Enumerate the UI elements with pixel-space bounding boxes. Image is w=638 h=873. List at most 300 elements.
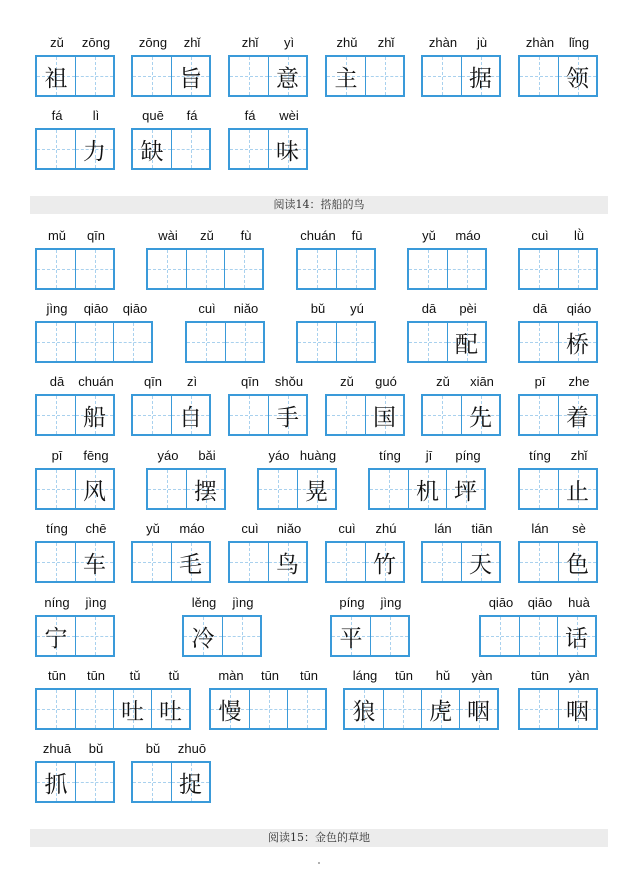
hanzi bbox=[76, 690, 113, 728]
blank-writing-cell[interactable] bbox=[133, 763, 171, 801]
hanzi: 先 bbox=[469, 404, 492, 431]
pinyin-label: yàn bbox=[568, 668, 590, 683]
pinyin-label: yáo bbox=[157, 448, 179, 463]
hanzi bbox=[520, 250, 558, 288]
hanzi bbox=[298, 323, 336, 361]
pinyin-label: quē bbox=[142, 108, 164, 123]
hanzi bbox=[371, 617, 408, 655]
character-cell bbox=[558, 470, 596, 508]
character-cell bbox=[171, 763, 209, 801]
pinyin-label: lěng bbox=[191, 595, 217, 610]
hanzi bbox=[223, 617, 260, 655]
tianzige-grid bbox=[518, 688, 598, 730]
hanzi bbox=[76, 763, 113, 801]
tianzige-grid bbox=[185, 321, 265, 363]
hanzi bbox=[259, 470, 297, 508]
character-cell bbox=[75, 396, 113, 434]
pinyin-label: píng bbox=[339, 595, 365, 610]
pinyin-label: zhǐ bbox=[377, 35, 395, 50]
hanzi bbox=[520, 323, 558, 361]
tianzige-grid bbox=[131, 761, 211, 803]
blank-writing-cell[interactable] bbox=[370, 470, 408, 508]
tianzige-grid bbox=[343, 688, 499, 730]
blank-writing-cell[interactable] bbox=[230, 130, 268, 168]
hanzi: 色 bbox=[566, 551, 589, 578]
pinyin-label: tǔ bbox=[168, 668, 180, 683]
pinyin-label: fá bbox=[244, 108, 256, 123]
hanzi: 吐 bbox=[159, 698, 182, 725]
blank-writing-cell[interactable] bbox=[75, 57, 113, 95]
blank-writing-cell[interactable] bbox=[37, 690, 75, 728]
blank-writing-cell[interactable] bbox=[259, 470, 297, 508]
hanzi: 竹 bbox=[373, 551, 396, 578]
blank-writing-cell[interactable] bbox=[327, 396, 365, 434]
pinyin-label: dā bbox=[421, 301, 437, 316]
pinyin-label: jìng bbox=[232, 595, 254, 610]
blank-writing-cell[interactable] bbox=[75, 323, 113, 361]
blank-writing-cell[interactable] bbox=[370, 617, 408, 655]
tianzige-grid bbox=[35, 615, 115, 657]
pinyin-label: bǔ bbox=[310, 301, 326, 316]
character-cell bbox=[558, 690, 596, 728]
hanzi bbox=[423, 396, 461, 434]
pinyin-label: jìng bbox=[85, 595, 107, 610]
pinyin-label: zǔ bbox=[436, 374, 450, 389]
pinyin-label: fá bbox=[186, 108, 198, 123]
pinyin-label: chuán bbox=[300, 228, 336, 243]
tianzige-grid bbox=[257, 468, 337, 510]
pinyin-label: tūn bbox=[530, 668, 550, 683]
blank-writing-cell[interactable] bbox=[249, 690, 287, 728]
character-cell bbox=[113, 690, 151, 728]
character-cell bbox=[151, 690, 189, 728]
character-cell bbox=[268, 396, 306, 434]
hanzi: 据 bbox=[469, 65, 492, 92]
hanzi: 毛 bbox=[179, 551, 202, 578]
pinyin-label: chē bbox=[85, 521, 107, 536]
blank-writing-cell[interactable] bbox=[298, 323, 336, 361]
tianzige-grid bbox=[35, 248, 115, 290]
hanzi bbox=[448, 250, 485, 288]
blank-writing-cell[interactable] bbox=[481, 617, 519, 655]
pinyin-label: qīn bbox=[240, 374, 260, 389]
pinyin-label: zhǐ bbox=[183, 35, 201, 50]
character-cell bbox=[461, 543, 499, 581]
pinyin-label: fù bbox=[240, 228, 252, 243]
pinyin-label: cuì bbox=[198, 301, 216, 316]
tianzige-grid bbox=[228, 128, 308, 170]
pinyin-label: tūn bbox=[86, 668, 106, 683]
pinyin-label: zhuā bbox=[42, 741, 72, 756]
hanzi bbox=[76, 57, 113, 95]
blank-writing-cell[interactable] bbox=[37, 470, 75, 508]
pinyin-label: yì bbox=[283, 35, 295, 50]
character-cell bbox=[365, 396, 403, 434]
blank-writing-cell[interactable] bbox=[75, 250, 113, 288]
blank-writing-cell[interactable] bbox=[365, 57, 403, 95]
character-cell bbox=[268, 57, 306, 95]
pinyin-label: tíng bbox=[46, 521, 68, 536]
character-cell bbox=[459, 690, 497, 728]
pinyin-label: cuì bbox=[338, 521, 356, 536]
pinyin-label: zhuō bbox=[177, 741, 207, 756]
blank-writing-cell[interactable] bbox=[37, 396, 75, 434]
pinyin-label: jìng bbox=[380, 595, 402, 610]
pinyin-label: zōng bbox=[81, 35, 111, 50]
pinyin-label: zhàn bbox=[428, 35, 458, 50]
pinyin-label: yú bbox=[350, 301, 364, 316]
tianzige-grid bbox=[325, 55, 405, 97]
character-cell bbox=[558, 57, 596, 95]
hanzi bbox=[133, 763, 171, 801]
blank-writing-cell[interactable] bbox=[520, 543, 558, 581]
hanzi: 船 bbox=[83, 404, 106, 431]
hanzi bbox=[481, 617, 519, 655]
pinyin-label: lǜ bbox=[573, 228, 585, 243]
hanzi bbox=[230, 130, 268, 168]
tianzige-grid bbox=[325, 394, 405, 436]
pinyin-label: zǔ bbox=[200, 228, 214, 243]
character-cell bbox=[332, 617, 370, 655]
blank-writing-cell[interactable] bbox=[37, 543, 75, 581]
character-cell bbox=[184, 617, 222, 655]
pinyin-label: lì bbox=[92, 108, 100, 123]
tianzige-grid bbox=[518, 248, 598, 290]
hanzi: 着 bbox=[566, 404, 589, 431]
pinyin-label: shǒu bbox=[274, 374, 304, 389]
hanzi bbox=[133, 543, 171, 581]
hanzi bbox=[230, 57, 268, 95]
pinyin-label: lǐng bbox=[568, 35, 590, 50]
hanzi bbox=[520, 690, 558, 728]
pinyin-label: máo bbox=[455, 228, 481, 243]
blank-writing-cell[interactable] bbox=[327, 543, 365, 581]
hanzi bbox=[76, 323, 113, 361]
pinyin-label: píng bbox=[455, 448, 481, 463]
tianzige-grid bbox=[518, 394, 598, 436]
hanzi: 力 bbox=[83, 138, 106, 165]
blank-writing-cell[interactable] bbox=[519, 617, 557, 655]
section-header: 阅读15：金色的草地 bbox=[30, 829, 608, 847]
pinyin-label: tiān bbox=[471, 521, 493, 536]
hanzi: 坪 bbox=[454, 478, 477, 505]
blank-writing-cell[interactable] bbox=[148, 470, 186, 508]
hanzi: 吐 bbox=[121, 698, 144, 725]
blank-writing-cell[interactable] bbox=[520, 690, 558, 728]
tianzige-grid bbox=[407, 321, 487, 363]
blank-writing-cell[interactable] bbox=[520, 470, 558, 508]
pinyin-label: zhǔ bbox=[336, 35, 358, 50]
blank-writing-cell[interactable] bbox=[298, 250, 336, 288]
character-cell bbox=[37, 617, 75, 655]
hanzi bbox=[187, 250, 224, 288]
pinyin-label: chuán bbox=[78, 374, 114, 389]
hanzi: 抓 bbox=[44, 771, 68, 798]
hanzi: 慢 bbox=[218, 698, 242, 725]
tianzige-grid bbox=[35, 394, 115, 436]
character-cell bbox=[447, 323, 485, 361]
blank-writing-cell[interactable] bbox=[171, 130, 209, 168]
blank-writing-cell[interactable] bbox=[520, 323, 558, 361]
hanzi bbox=[327, 543, 365, 581]
pinyin-label: lán bbox=[531, 521, 549, 536]
hanzi bbox=[133, 396, 171, 434]
blank-writing-cell[interactable] bbox=[336, 250, 374, 288]
pinyin-label: qīn bbox=[143, 374, 163, 389]
tianzige-grid bbox=[479, 615, 597, 657]
hanzi bbox=[520, 617, 557, 655]
pinyin-label: bǔ bbox=[145, 741, 161, 756]
tianzige-grid bbox=[407, 248, 487, 290]
pinyin-label: yàn bbox=[471, 668, 493, 683]
hanzi bbox=[327, 396, 365, 434]
blank-writing-cell[interactable] bbox=[230, 57, 268, 95]
hanzi bbox=[423, 543, 461, 581]
blank-writing-cell[interactable] bbox=[230, 543, 268, 581]
pinyin-label: fēng bbox=[83, 448, 109, 463]
blank-writing-cell[interactable] bbox=[133, 543, 171, 581]
blank-writing-cell[interactable] bbox=[37, 130, 75, 168]
blank-writing-cell[interactable] bbox=[133, 57, 171, 95]
tianzige-grid bbox=[368, 468, 486, 510]
blank-writing-cell[interactable] bbox=[75, 617, 113, 655]
hanzi bbox=[114, 323, 151, 361]
pinyin-label: mǔ bbox=[47, 228, 67, 243]
character-cell bbox=[37, 57, 75, 95]
tianzige-grid bbox=[146, 468, 226, 510]
hanzi bbox=[250, 690, 287, 728]
character-cell bbox=[557, 617, 595, 655]
blank-writing-cell[interactable] bbox=[423, 543, 461, 581]
pinyin-label: qīn bbox=[86, 228, 106, 243]
blank-writing-cell[interactable] bbox=[520, 57, 558, 95]
pinyin-label: yǔ bbox=[146, 521, 160, 536]
pinyin-label: yáo bbox=[268, 448, 290, 463]
hanzi bbox=[409, 323, 447, 361]
pinyin-label: jù bbox=[476, 35, 488, 50]
tianzige-grid bbox=[296, 321, 376, 363]
hanzi bbox=[520, 57, 558, 95]
hanzi bbox=[225, 250, 262, 288]
pinyin-label: qiāo bbox=[122, 301, 148, 316]
blank-writing-cell[interactable] bbox=[520, 396, 558, 434]
blank-writing-cell[interactable] bbox=[230, 396, 268, 434]
hanzi bbox=[37, 543, 75, 581]
blank-writing-cell[interactable] bbox=[113, 323, 151, 361]
character-cell bbox=[558, 543, 596, 581]
hanzi bbox=[37, 690, 75, 728]
pinyin-label: niǎo bbox=[233, 301, 259, 316]
pinyin-label: wài bbox=[158, 228, 178, 243]
hanzi: 宁 bbox=[44, 625, 68, 652]
pinyin-label: xiān bbox=[470, 374, 494, 389]
character-cell bbox=[408, 470, 446, 508]
character-cell bbox=[75, 470, 113, 508]
character-cell bbox=[171, 396, 209, 434]
page-mark bbox=[318, 862, 320, 864]
pinyin-label: zhàn bbox=[525, 35, 555, 50]
pinyin-label: qiāo bbox=[488, 595, 514, 610]
character-cell bbox=[461, 396, 499, 434]
blank-writing-cell[interactable] bbox=[423, 396, 461, 434]
blank-writing-cell[interactable] bbox=[224, 250, 262, 288]
blank-writing-cell[interactable] bbox=[75, 690, 113, 728]
pinyin-label: dā bbox=[532, 301, 548, 316]
tianzige-grid bbox=[35, 321, 153, 363]
hanzi bbox=[226, 323, 263, 361]
hanzi bbox=[76, 617, 113, 655]
pinyin-label: zhe bbox=[568, 374, 590, 389]
tianzige-grid bbox=[421, 394, 501, 436]
hanzi: 咽 bbox=[566, 698, 589, 725]
hanzi bbox=[37, 396, 75, 434]
pinyin-label: cuì bbox=[531, 228, 549, 243]
tianzige-grid bbox=[35, 541, 115, 583]
character-cell bbox=[558, 396, 596, 434]
pinyin-label: tūn bbox=[394, 668, 414, 683]
hanzi: 话 bbox=[565, 625, 588, 652]
pinyin-label: máo bbox=[179, 521, 205, 536]
blank-writing-cell[interactable] bbox=[336, 323, 374, 361]
pinyin-label: zì bbox=[186, 374, 198, 389]
blank-writing-cell[interactable] bbox=[222, 617, 260, 655]
pinyin-label: tǔ bbox=[129, 668, 141, 683]
pinyin-label: fū bbox=[351, 228, 363, 243]
tianzige-grid bbox=[131, 394, 211, 436]
hanzi: 领 bbox=[566, 65, 589, 92]
hanzi: 手 bbox=[276, 404, 299, 431]
pinyin-label: tūn bbox=[47, 668, 67, 683]
hanzi: 平 bbox=[339, 625, 363, 652]
pinyin-label: tūn bbox=[299, 668, 319, 683]
pinyin-label: hǔ bbox=[435, 668, 451, 683]
pinyin-label: yǔ bbox=[422, 228, 436, 243]
hanzi bbox=[230, 543, 268, 581]
pinyin-label: zhǐ bbox=[241, 35, 259, 50]
character-cell bbox=[421, 690, 459, 728]
hanzi bbox=[37, 323, 75, 361]
hanzi bbox=[423, 57, 461, 95]
character-cell bbox=[171, 57, 209, 95]
pinyin-label: bǔ bbox=[88, 741, 104, 756]
pinyin-label: zhǐ bbox=[570, 448, 588, 463]
tianzige-grid bbox=[35, 468, 115, 510]
blank-writing-cell[interactable] bbox=[520, 250, 558, 288]
hanzi bbox=[409, 250, 447, 288]
tianzige-grid bbox=[182, 615, 262, 657]
blank-writing-cell[interactable] bbox=[75, 763, 113, 801]
blank-writing-cell[interactable] bbox=[225, 323, 263, 361]
tianzige-grid bbox=[421, 55, 501, 97]
tianzige-grid bbox=[228, 394, 308, 436]
hanzi bbox=[384, 690, 421, 728]
pinyin-label: níng bbox=[44, 595, 70, 610]
character-cell bbox=[345, 690, 383, 728]
pinyin-label: màn bbox=[218, 668, 244, 683]
pinyin-label: tíng bbox=[379, 448, 401, 463]
character-cell bbox=[268, 130, 306, 168]
pinyin-label: tíng bbox=[529, 448, 551, 463]
hanzi: 车 bbox=[83, 551, 106, 578]
hanzi bbox=[520, 543, 558, 581]
character-cell bbox=[133, 130, 171, 168]
character-cell bbox=[365, 543, 403, 581]
blank-writing-cell[interactable] bbox=[447, 250, 485, 288]
character-cell bbox=[171, 543, 209, 581]
blank-writing-cell[interactable] bbox=[186, 250, 224, 288]
character-cell bbox=[297, 470, 335, 508]
pinyin-label: wèi bbox=[279, 108, 299, 123]
blank-writing-cell[interactable] bbox=[558, 250, 596, 288]
pinyin-label: zhú bbox=[375, 521, 397, 536]
tianzige-grid bbox=[131, 128, 211, 170]
tianzige-grid bbox=[518, 55, 598, 97]
tianzige-grid bbox=[131, 541, 211, 583]
hanzi: 狼 bbox=[352, 698, 376, 725]
hanzi: 祖 bbox=[44, 65, 68, 92]
pinyin-label: niǎo bbox=[276, 521, 302, 536]
pinyin-label: fá bbox=[51, 108, 63, 123]
pinyin-label: zōng bbox=[138, 35, 168, 50]
blank-writing-cell[interactable] bbox=[383, 690, 421, 728]
hanzi: 虎 bbox=[429, 698, 452, 725]
hanzi: 旨 bbox=[179, 65, 202, 92]
hanzi bbox=[76, 250, 113, 288]
pinyin-label: huà bbox=[568, 595, 590, 610]
character-cell bbox=[558, 323, 596, 361]
pinyin-label: bǎi bbox=[198, 448, 216, 463]
pinyin-label: guó bbox=[375, 374, 397, 389]
hanzi bbox=[187, 323, 225, 361]
hanzi: 风 bbox=[83, 478, 106, 505]
hanzi bbox=[37, 250, 75, 288]
pinyin-label: qiáo bbox=[566, 301, 592, 316]
tianzige-grid bbox=[131, 55, 211, 97]
pinyin-label: huàng bbox=[299, 448, 337, 463]
hanzi: 摆 bbox=[194, 478, 217, 505]
tianzige-grid bbox=[518, 541, 598, 583]
pinyin-label: lán bbox=[434, 521, 452, 536]
blank-writing-cell[interactable] bbox=[409, 323, 447, 361]
hanzi bbox=[133, 57, 171, 95]
tianzige-grid bbox=[296, 248, 376, 290]
blank-writing-cell[interactable] bbox=[423, 57, 461, 95]
section-header: 阅读14：搭船的鸟 bbox=[30, 196, 608, 214]
hanzi: 捉 bbox=[179, 771, 202, 798]
tianzige-grid bbox=[330, 615, 410, 657]
blank-writing-cell[interactable] bbox=[133, 396, 171, 434]
hanzi: 配 bbox=[455, 331, 478, 358]
hanzi bbox=[337, 323, 374, 361]
hanzi bbox=[520, 470, 558, 508]
tianzige-grid bbox=[325, 541, 405, 583]
pinyin-label: zǔ bbox=[340, 374, 354, 389]
blank-writing-cell[interactable] bbox=[287, 690, 325, 728]
blank-writing-cell[interactable] bbox=[37, 250, 75, 288]
hanzi bbox=[172, 130, 209, 168]
hanzi: 桥 bbox=[566, 331, 589, 358]
pinyin-label: cuì bbox=[241, 521, 259, 536]
blank-writing-cell[interactable] bbox=[148, 250, 186, 288]
character-cell bbox=[37, 763, 75, 801]
blank-writing-cell[interactable] bbox=[187, 323, 225, 361]
tianzige-grid bbox=[421, 541, 501, 583]
tianzige-grid bbox=[209, 688, 327, 730]
blank-writing-cell[interactable] bbox=[409, 250, 447, 288]
blank-writing-cell[interactable] bbox=[37, 323, 75, 361]
hanzi bbox=[148, 470, 186, 508]
hanzi: 鸟 bbox=[276, 551, 299, 578]
